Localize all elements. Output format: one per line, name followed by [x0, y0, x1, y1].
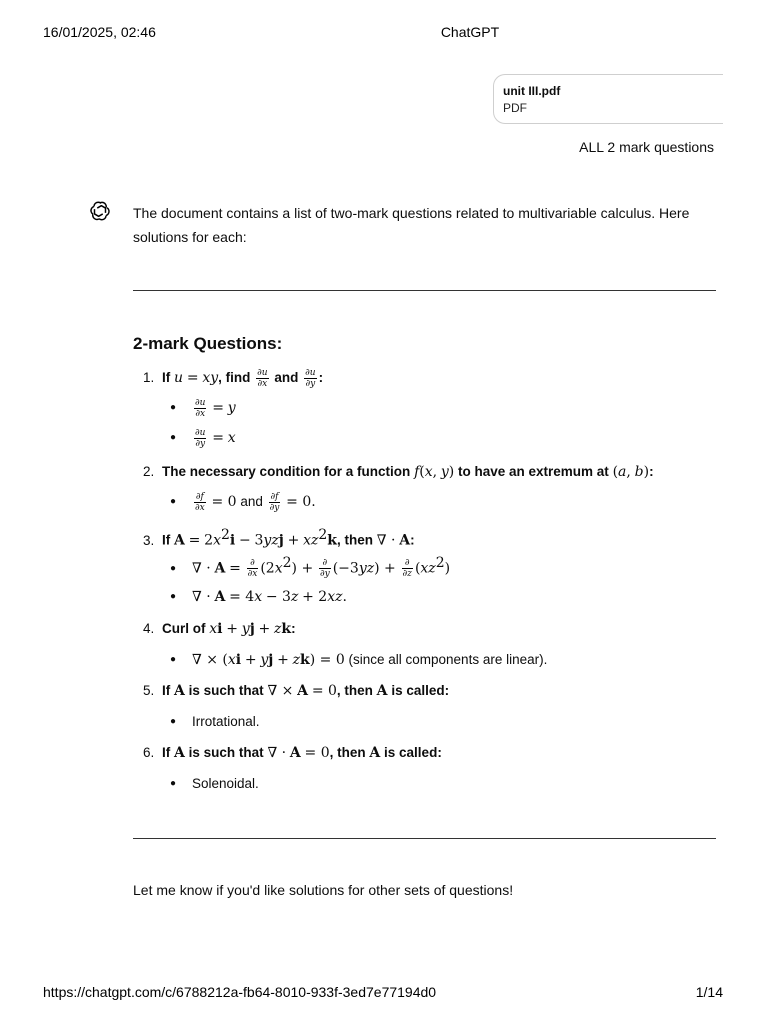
question-4: 4. Curl of xi + yj + zk:: [143, 621, 296, 637]
answer-3b: ● ∇ · A = 4x − 3z + 2xz.: [170, 589, 347, 605]
print-page-number: 1/14: [695, 984, 723, 1000]
print-title: ChatGPT: [440, 24, 500, 40]
closing-message: Let me know if you'd like solutions for other sets of questions!: [133, 882, 514, 898]
user-message: ALL 2 mark questions: [579, 139, 714, 155]
pdf-attachment-card[interactable]: [493, 74, 723, 124]
print-datetime: 16/01/2025, 02:46: [43, 24, 156, 40]
question-5: 5. If A is such that ∇ × A = 0, then A is called:: [143, 683, 450, 699]
answer-4: ● ∇ × (xi + yj + zk) = 0 (since all components are linear).: [170, 652, 548, 668]
answer-3a: ● ∇ · A = $\frac{\partial}{\partial x}$ $(2x^2)$ + $\frac{\partial}{\partial y}$ (−3yz) + $\frac{\partial}{\partial z}$ $(xz^2)$: [170, 555, 451, 580]
answer-2: ● $\frac{\partial f}{\partial x}$ = 0 and $\frac{\partial f}{\partial y}$ = 0.: [170, 492, 316, 513]
question-3: 3. If $A = 2x^2i - 3yzj + xz^2k$, then ∇ · A:: [143, 527, 415, 549]
openai-logo-icon: [89, 200, 111, 222]
answer-6: ● Solenoidal.: [170, 776, 259, 791]
divider: [133, 838, 716, 839]
divider: [133, 290, 716, 291]
print-url: https://chatgpt.com/c/6788212a-fb64-8010-933f-3ed7e77194d0: [43, 984, 437, 1000]
question-2: 2. The necessary condition for a function f(x, y) to have an extremum at (a, b):: [143, 464, 654, 480]
question-6: 6. If A is such that ∇ · A = 0, then A is called:: [143, 745, 442, 761]
attachment-filetype: PDF: [503, 101, 527, 115]
answer-1a: ● $\frac{\partial u}{\partial x}$ = y: [170, 398, 236, 419]
question-1: 1. If u = xy, find $\frac{\partial u}{\partial x}$ and $\frac{\partial u}{\partial y}$ :: [143, 368, 324, 389]
section-title: 2-mark Questions:: [133, 334, 283, 353]
attachment-filename: unit III.pdf: [503, 84, 561, 98]
answer-1b: ● $\frac{\partial u}{\partial y}$ = x: [170, 428, 236, 449]
assistant-intro: The document contains a list of two-mark questions related to multivariable calculus. Here solutions for each:: [133, 205, 690, 245]
answer-5: ● Irrotational.: [170, 714, 260, 729]
